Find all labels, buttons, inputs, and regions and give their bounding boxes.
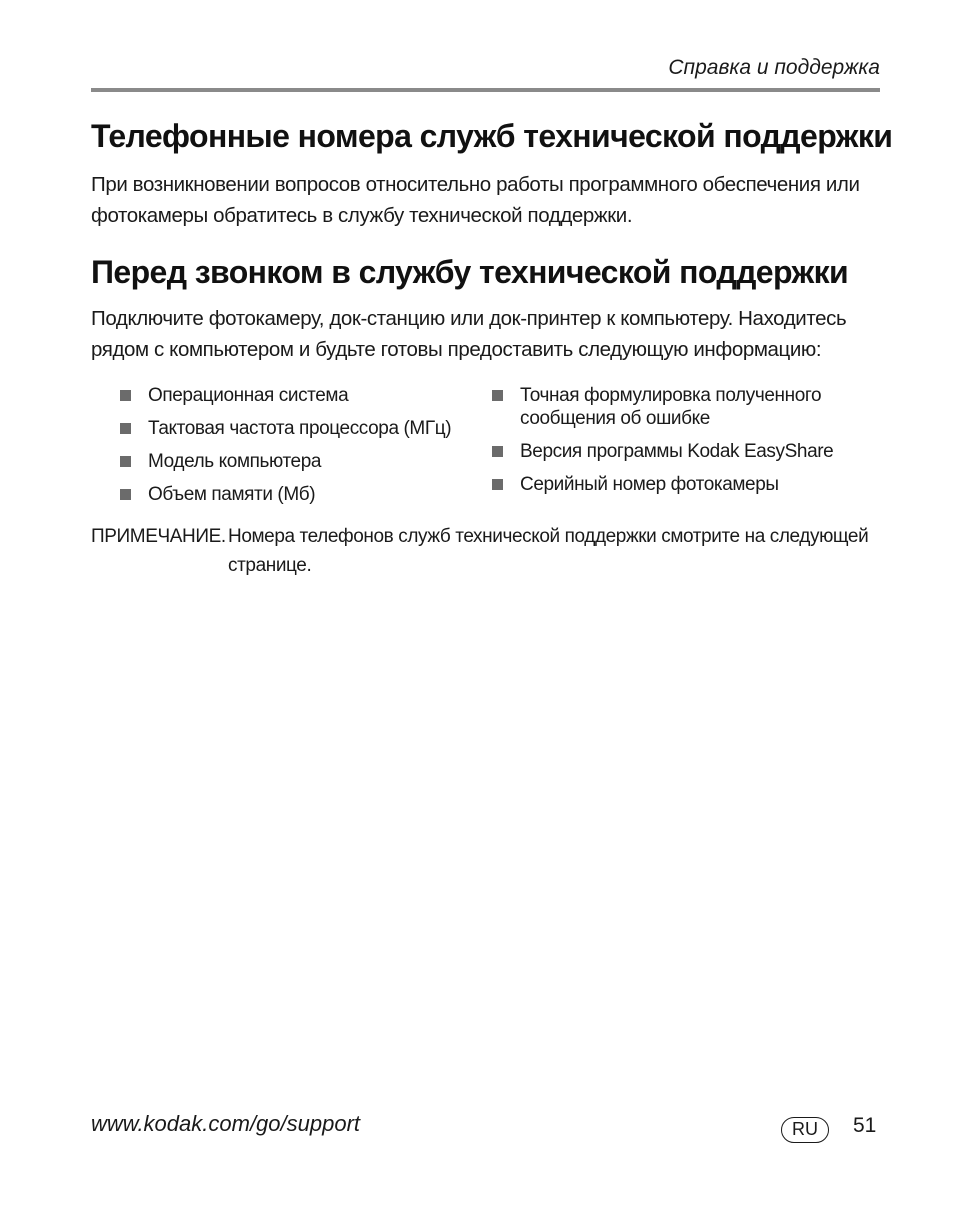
list-item <box>120 384 480 407</box>
bullet-list-left <box>120 384 480 516</box>
list-item-text: Серийный номер фотокамеры <box>520 474 779 495</box>
header-rule <box>91 88 880 92</box>
bullet-list-right <box>492 384 882 506</box>
list-item <box>120 483 480 506</box>
list-item-text: Точная формулировка полученного сообщения об ошибке <box>520 385 822 429</box>
square-bullet-icon <box>492 446 503 457</box>
section-title-support-phones: Телефонные номера служб технической поддержки <box>91 118 893 154</box>
document-page <box>91 0 893 1214</box>
list-item-text: Объем памяти (Мб) <box>148 484 316 505</box>
running-header: Справка и поддержка <box>668 56 880 79</box>
list-item-text: Операционная система <box>148 385 349 406</box>
note-text: Номера телефонов служб технической поддержки смотрите на следующей странице. <box>228 526 869 576</box>
square-bullet-icon <box>120 390 131 401</box>
square-bullet-icon <box>120 489 131 500</box>
list-item <box>492 384 830 430</box>
square-bullet-icon <box>120 456 131 467</box>
footer-support-link[interactable]: www.kodak.com/go/support <box>91 1111 361 1136</box>
square-bullet-icon <box>492 390 503 401</box>
language-badge: RU <box>781 1117 829 1143</box>
section-title-before-calling: Перед звонком в службу технической поддержки <box>91 254 849 290</box>
list-item <box>120 417 480 440</box>
list-item <box>120 450 480 473</box>
square-bullet-icon <box>492 479 503 490</box>
page-number: 51 <box>853 1114 877 1137</box>
section-body-support-phones: При возникновении вопросов относительно работы программного обеспечения или фотокамеры обратитесь в службу технической поддержки. <box>91 173 860 227</box>
list-item <box>492 440 882 463</box>
list-item-text: Версия программы Kodak EasyShare <box>520 441 834 462</box>
note-label: ПРИМЕЧАНИЕ. <box>91 526 226 547</box>
list-item <box>492 473 882 496</box>
list-item-text: Тактовая частота процессора (МГц) <box>148 418 452 439</box>
list-item-text: Модель компьютера <box>148 451 322 472</box>
square-bullet-icon <box>120 423 131 434</box>
section-body-before-calling: Подключите фотокамеру, док-станцию или док-принтер к компьютеру. Находитесь рядом с компьютером и будьте готовы предоставить следующую информацию: <box>91 307 847 361</box>
